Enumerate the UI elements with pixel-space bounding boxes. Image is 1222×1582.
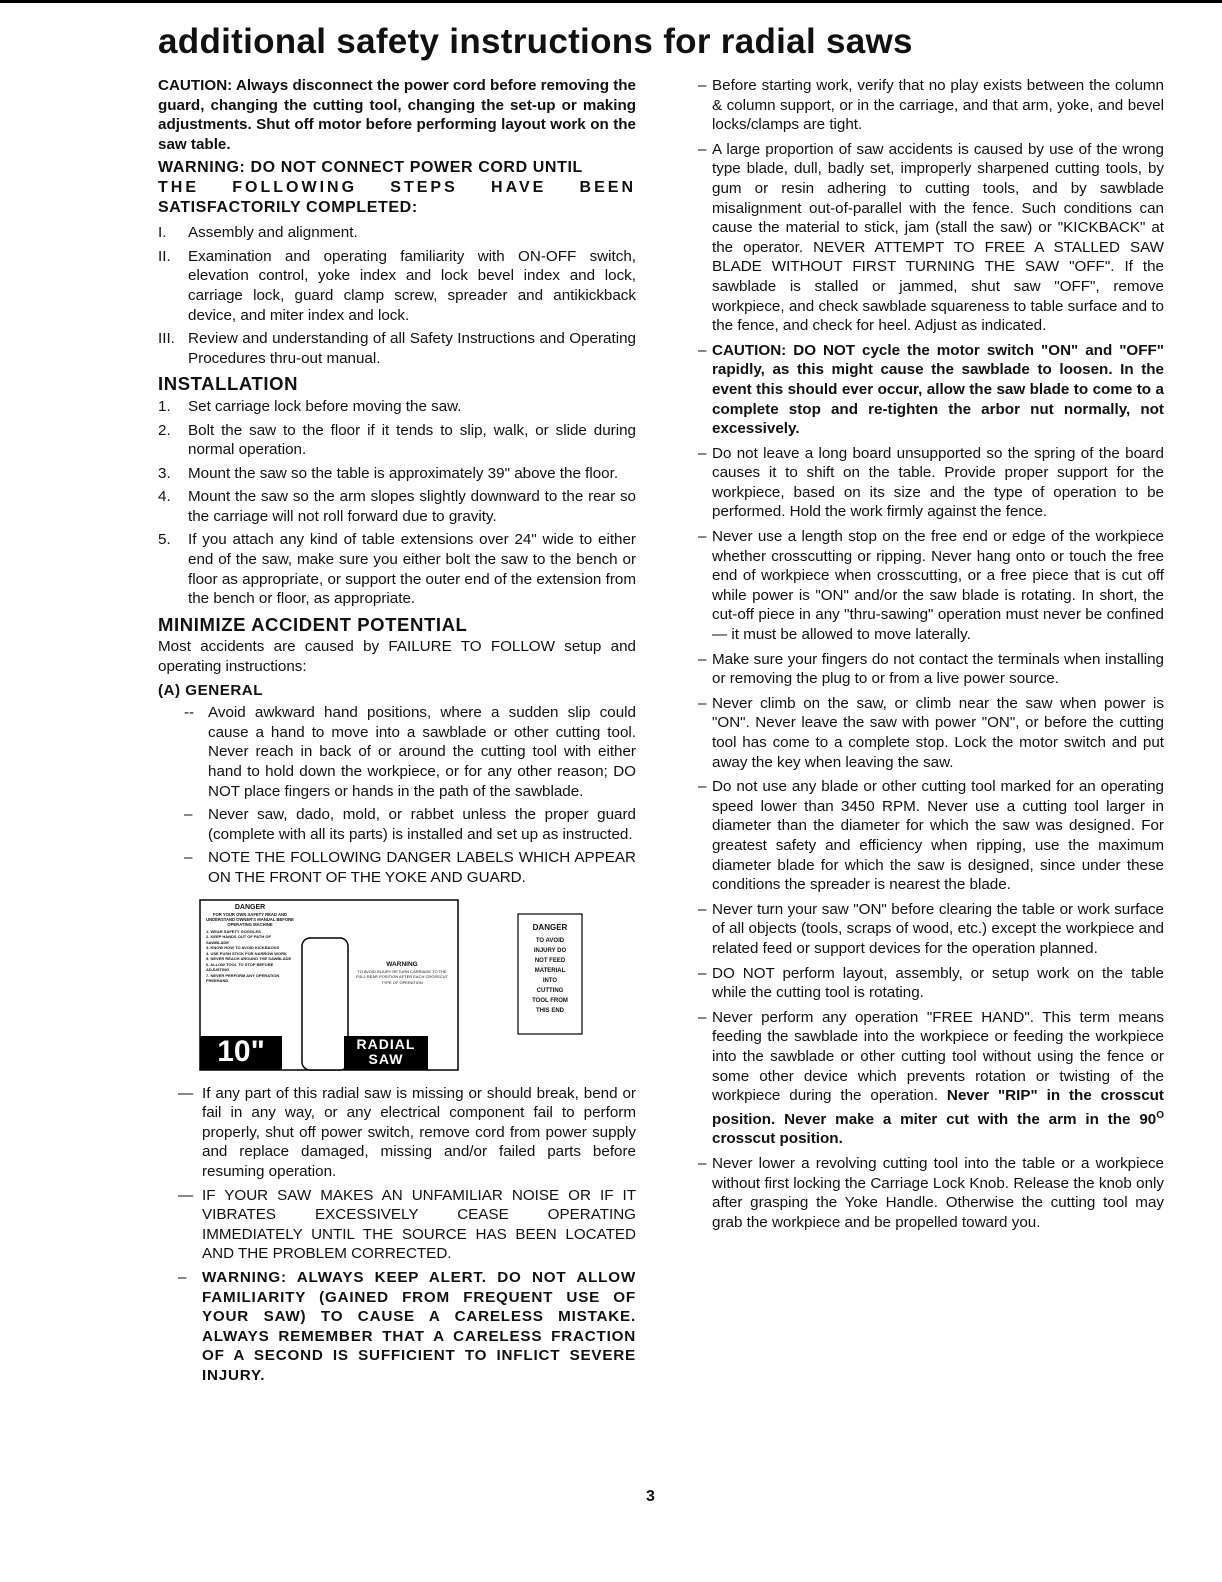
dash-marker: – — [184, 806, 193, 824]
item-text: Set carriage lock before moving the saw. — [188, 397, 462, 415]
danger-rule: 7. NEVER PERFORM ANY OPERATION FREEHAND — [206, 972, 280, 984]
right-item — [698, 527, 1164, 645]
step-text: Assembly and alignment. — [188, 224, 358, 242]
minimize-heading: MINIMIZE ACCIDENT POTENTIAL — [158, 613, 468, 635]
guard-label — [520, 920, 580, 1016]
danger-rule: 3. KNOW HOW TO AVOID KICKBACKS — [206, 945, 280, 951]
dash-marker: – — [698, 650, 707, 668]
list-item — [174, 1268, 636, 1386]
right-item — [698, 900, 1164, 959]
step-item — [158, 223, 636, 243]
caution-paragraph: CAUTION: Always disconnect the power cord before removing the guard, changing the cutting tool, changing the set-up or making adjustments. Shut off motor before performing layout work on the saw table. — [158, 77, 636, 153]
dash-marker: – — [698, 964, 707, 982]
brand-label — [344, 1037, 428, 1067]
dash-marker: – — [698, 1154, 707, 1172]
guard-label-line: TOOL FROM — [532, 997, 568, 1004]
item-number: 1. — [158, 397, 171, 415]
danger-label-title: DANGER — [234, 903, 266, 911]
dash-marker: – — [698, 528, 707, 546]
right-item — [698, 650, 1164, 689]
step-number: II. — [158, 247, 171, 265]
list-text: Never saw, dado, mold, or rabbet unless the proper guard (complete with all its parts) is installed and set up as instructed. — [208, 806, 636, 843]
right-item — [698, 964, 1164, 1003]
danger-rule: 6. ALLOW TOOL TO STOP BEFORE ADJUSTING — [206, 961, 274, 973]
installation-item — [158, 487, 636, 526]
right-item — [698, 694, 1164, 772]
right-item-text: Before starting work, verify that no play exists between the column & column support, or in the carriage, and that arm, yoke, and bevel locks/clamps are tight. — [712, 77, 1164, 134]
brand-radial: RADIAL — [356, 1035, 416, 1052]
list-item — [180, 848, 636, 887]
item-number: 4. — [158, 488, 171, 506]
list-text: IF YOUR SAW MAKES AN UNFAMILIAR NOISE OR IF IT VIBRATES EXCESSIVELY CEASE OPERATING IMMEDIATELY UNTIL THE SOURCE HAS BEEN LOCATED AND THE PROBLEM CORRECTED. — [202, 1186, 636, 1263]
item-text: Mount the saw so the arm slopes slightly downward to the rear so the carriage will not roll forward due to gravity. — [188, 488, 636, 525]
right-item-text: DO NOT perform layout, assembly, or setup work on the table while the cutting tool is rotating. — [712, 964, 1164, 1002]
freehand-end: crosscut position. — [712, 1130, 843, 1148]
item-number: 3. — [158, 464, 171, 482]
dash-marker: — — [178, 1084, 194, 1102]
step-number: I. — [158, 224, 167, 242]
installation-heading: INSTALLATION — [158, 373, 299, 395]
guard-label-line: THIS END — [535, 1007, 564, 1014]
yoke-cutout — [302, 938, 348, 1070]
dash-marker: – — [698, 341, 707, 359]
right-item — [698, 140, 1164, 336]
step-item — [158, 247, 636, 325]
danger-labels-illustration — [198, 898, 638, 1076]
dash-marker: – — [698, 140, 707, 158]
right-item-text: Make sure your fingers do not contact the terminals when installing or removing the plug to or from a live power source. — [712, 650, 1164, 688]
freehand-text — [712, 1008, 1164, 1149]
warning-label-text: TO AVOID INJURY RETURN CARRIAGE TO THE FULL REAR POSITION AFTER EACH CROSSCUT TYPE OF OPERATION — [356, 968, 448, 985]
list-text: If any part of this radial saw is missing or should break, bend or fail in any way, or any electrical component fail to perform properly, shut off power switch, remove cord from power supply and replace damaged, missing and/or failed parts before resuming operation. — [202, 1084, 636, 1180]
installation-item — [158, 530, 636, 608]
after-list — [158, 1084, 636, 1386]
right-item — [698, 777, 1164, 895]
installation-item — [158, 464, 636, 484]
right-item — [698, 76, 1164, 135]
guard-label-title: DANGER — [532, 922, 568, 932]
installation-item — [158, 421, 636, 460]
dash-marker: – — [698, 694, 707, 712]
right-column — [698, 76, 1164, 1237]
right-item-text: A large proportion of saw accidents is caused by use of the wrong type blade, dull, badly set, improperly sharpened cutting tools, by gum or resin adhering to cutting tools, and by sawblade misalignment out-of-parallel with the fence. Such conditions can cause the material to stick, jam (stall the saw) or "KICKBACK" at the operator. NEVER ATTEMPT TO FREE A STALLED SAW BLADE WITHOUT FIRST TURNING THE SAW "OFF". If the sawblade is stalled or jammed, shut saw "OFF", remove workpiece, and check sawblade squareness to table surface and to the fence, and check for heel. Adjust as indicated. — [712, 140, 1164, 335]
warning-line-2: THE FOLLOWING STEPS HAVE BEEN — [158, 178, 636, 196]
step-text: Review and understanding of all Safety Instructions and Operating Procedures thru-out manual. — [188, 330, 636, 367]
guard-label-line: CUTTING — [536, 987, 564, 994]
right-item — [698, 341, 1164, 439]
danger-rule: 4. USE PUSH STICK FOR NARROW WORK — [206, 950, 287, 956]
guard-label-line: INJURY DO — [533, 947, 567, 954]
minimize-intro: Most accidents are caused by FAILURE TO FOLLOW setup and operating instructions: — [158, 638, 636, 676]
list-item — [180, 703, 636, 801]
dash-marker: -- — [184, 704, 195, 722]
right-item-freehand — [698, 1008, 1164, 1149]
dash-marker: – — [178, 1268, 187, 1286]
right-item-text: Never climb on the saw, or climb near the saw when power is "ON". Never leave the saw with power "ON", or before the cutting tool has come to a complete stop. Lock the motor switch and put away the key when leaving the saw. — [712, 694, 1164, 771]
warning-line-1: WARNING: DO NOT CONNECT POWER CORD UNTIL — [158, 159, 583, 177]
warning-line-3: SATISFACTORILY COMPLETED: — [158, 198, 418, 216]
item-number: 5. — [158, 531, 171, 549]
guard-label-line: TO AVOID — [535, 937, 565, 944]
right-item — [698, 444, 1164, 522]
danger-rule: 1. WEAR SAFETY GOGGLES — [206, 928, 261, 934]
danger-rule: 2. KEEP HANDS OUT OF PATH OF SAWBLADE — [206, 934, 271, 945]
freehand-plain: Never perform any operation "FREE HAND". This term means feeding the sawblade into the workpiece or feeding the workpiece into the sawblade or other cutting tool without using the fence or some other device which prevents rotation or twisting of the workpiece during the operation. — [712, 1008, 1164, 1105]
item-text: If you attach any kind of table extensions over 24" wide to either end of the saw, make sure you either bolt the saw to the bench or floor as appropriate, or support the outer end of the extension from the bench or floor, as appropriate. — [188, 531, 636, 608]
step-item — [158, 329, 636, 368]
dash-marker: – — [184, 849, 193, 867]
dash-marker: – — [698, 444, 707, 462]
item-number: 2. — [158, 421, 171, 439]
right-item-text: CAUTION: DO NOT cycle the motor switch "ON" and "OFF" rapidly, as this might cause the sawblade to loosen. In the event this should ever occur, allow the saw blade to come to a complete stop and re-tighten the arbor nut normally, not excessively. — [712, 341, 1164, 438]
dash-marker: – — [698, 77, 707, 94]
item-text: Bolt the saw to the floor if it tends to slip, walk, or slide during normal operation. — [188, 421, 636, 459]
final-warning: WARNING: ALWAYS KEEP ALERT. DO NOT ALLOW FAMILIARITY (GAINED FROM FREQUENT USE OF YOUR SAW) TO CAUSE A CARELESS MISTAKE. ALWAYS REMEMBER THAT A CARELESS FRACTION OF A SECOND IS SUFFICIENT TO INFLICT SEVERE INJURY. — [202, 1268, 636, 1384]
installation-item — [158, 397, 636, 417]
size-label: 10" — [217, 1034, 265, 1068]
right-item — [698, 1154, 1164, 1232]
item-text: Mount the saw so the table is approximately 39" above the floor. — [188, 464, 619, 482]
left-column — [158, 76, 636, 1389]
right-item-text: Never use a length stop on the free end or edge of the workpiece whether crosscutting or ripping. Never hang onto or touch the free end of workpiece when crosscutting, or a free piece that is cut off while power is "ON" and/or the saw blade is rotating. In short, the cut-off piece in any "thru-sawing" operation must never be confined — it must be allowed to move laterally. — [712, 528, 1164, 644]
page-title: additional safety instructions for radial saws — [158, 22, 913, 61]
danger-label — [206, 903, 294, 984]
dash-marker: – — [698, 900, 707, 918]
degree-superscript: O — [1156, 1109, 1164, 1121]
guard-label-line: MATERIAL — [534, 967, 566, 974]
brand-saw: SAW — [368, 1050, 404, 1067]
step-number: III. — [158, 330, 175, 348]
danger-label-subtitle: FOR YOUR OWN SAFETY READ AND UNDERSTAND OWNER'S MANUAL BEFORE OPERATING MACHINE — [206, 911, 294, 927]
page-number: 3 — [646, 1488, 655, 1505]
general-heading: (A) GENERAL — [158, 681, 264, 699]
dash-marker: – — [698, 778, 707, 796]
general-list — [158, 703, 636, 887]
guard-label-line: INTO — [542, 977, 558, 984]
right-item-text: Do not leave a long board unsupported so the spring of the board causes it to shift on the table. Provide proper support for the workpiece, based on its size and the type of operation to be performed. Hold the work firmly against the fence. — [712, 444, 1164, 521]
step-text: Examination and operating familiarity with ON-OFF switch, elevation control, yoke index and lock bevel index and lock, carriage lock, guard clamp screw, spreader and antikickback device, and miter index and lock. — [188, 247, 636, 324]
danger-rule: 5. NEVER REACH AROUND THE SAWBLADE — [206, 956, 292, 962]
dash-marker: – — [698, 1008, 707, 1026]
list-text: Avoid awkward hand positions, where a sudden slip could cause a hand to move into a sawblade or other cutting tool. Never reach in back of or around the cutting tool with either hand to hold down the workpiece, or for any other reason; DO NOT place fingers or hands in the path of the sawblade. — [208, 704, 636, 800]
guard-label-line: NOT FEED — [534, 957, 566, 964]
freehand-bold: Never "RIP" in the crosscut position. Never make a miter cut with the arm in the 90 — [712, 1087, 1164, 1128]
right-item-text: Never turn your saw "ON" before clearing the table or work surface of all objects (tools, scraps of wood, etc.) except the workpiece and related feed or support devices for the operation planned. — [712, 900, 1164, 957]
list-text: NOTE THE FOLLOWING DANGER LABELS WHICH APPEAR ON THE FRONT OF THE YOKE AND GUARD. — [208, 849, 636, 886]
dash-marker: — — [178, 1186, 194, 1204]
right-item-text: Never lower a revolving cutting tool into the table or a workpiece without first locking the Carriage Lock Knob. Release the knob only after grasping the Yoke Handle. Otherwise the cutting tool may grab the workpiece and be propelled toward you. — [712, 1154, 1164, 1231]
list-item — [180, 805, 636, 844]
right-item-text: Do not use any blade or other cutting tool marked for an operating speed lower than 3450 RPM. Never use a cutting tool larger in diameter than the diameter for which the saw was designed. For greatest safety and efficiency when ripping, use the maximum diameter blade for which the saw is designed, since under these conditions the spreader is nearest the blade. — [712, 778, 1164, 894]
warning-label — [352, 960, 452, 986]
list-item — [174, 1186, 636, 1264]
top-rule — [0, 0, 1222, 3]
danger-label-list — [206, 929, 294, 984]
list-item — [174, 1084, 636, 1182]
warning-label-title: WARNING — [386, 960, 418, 968]
